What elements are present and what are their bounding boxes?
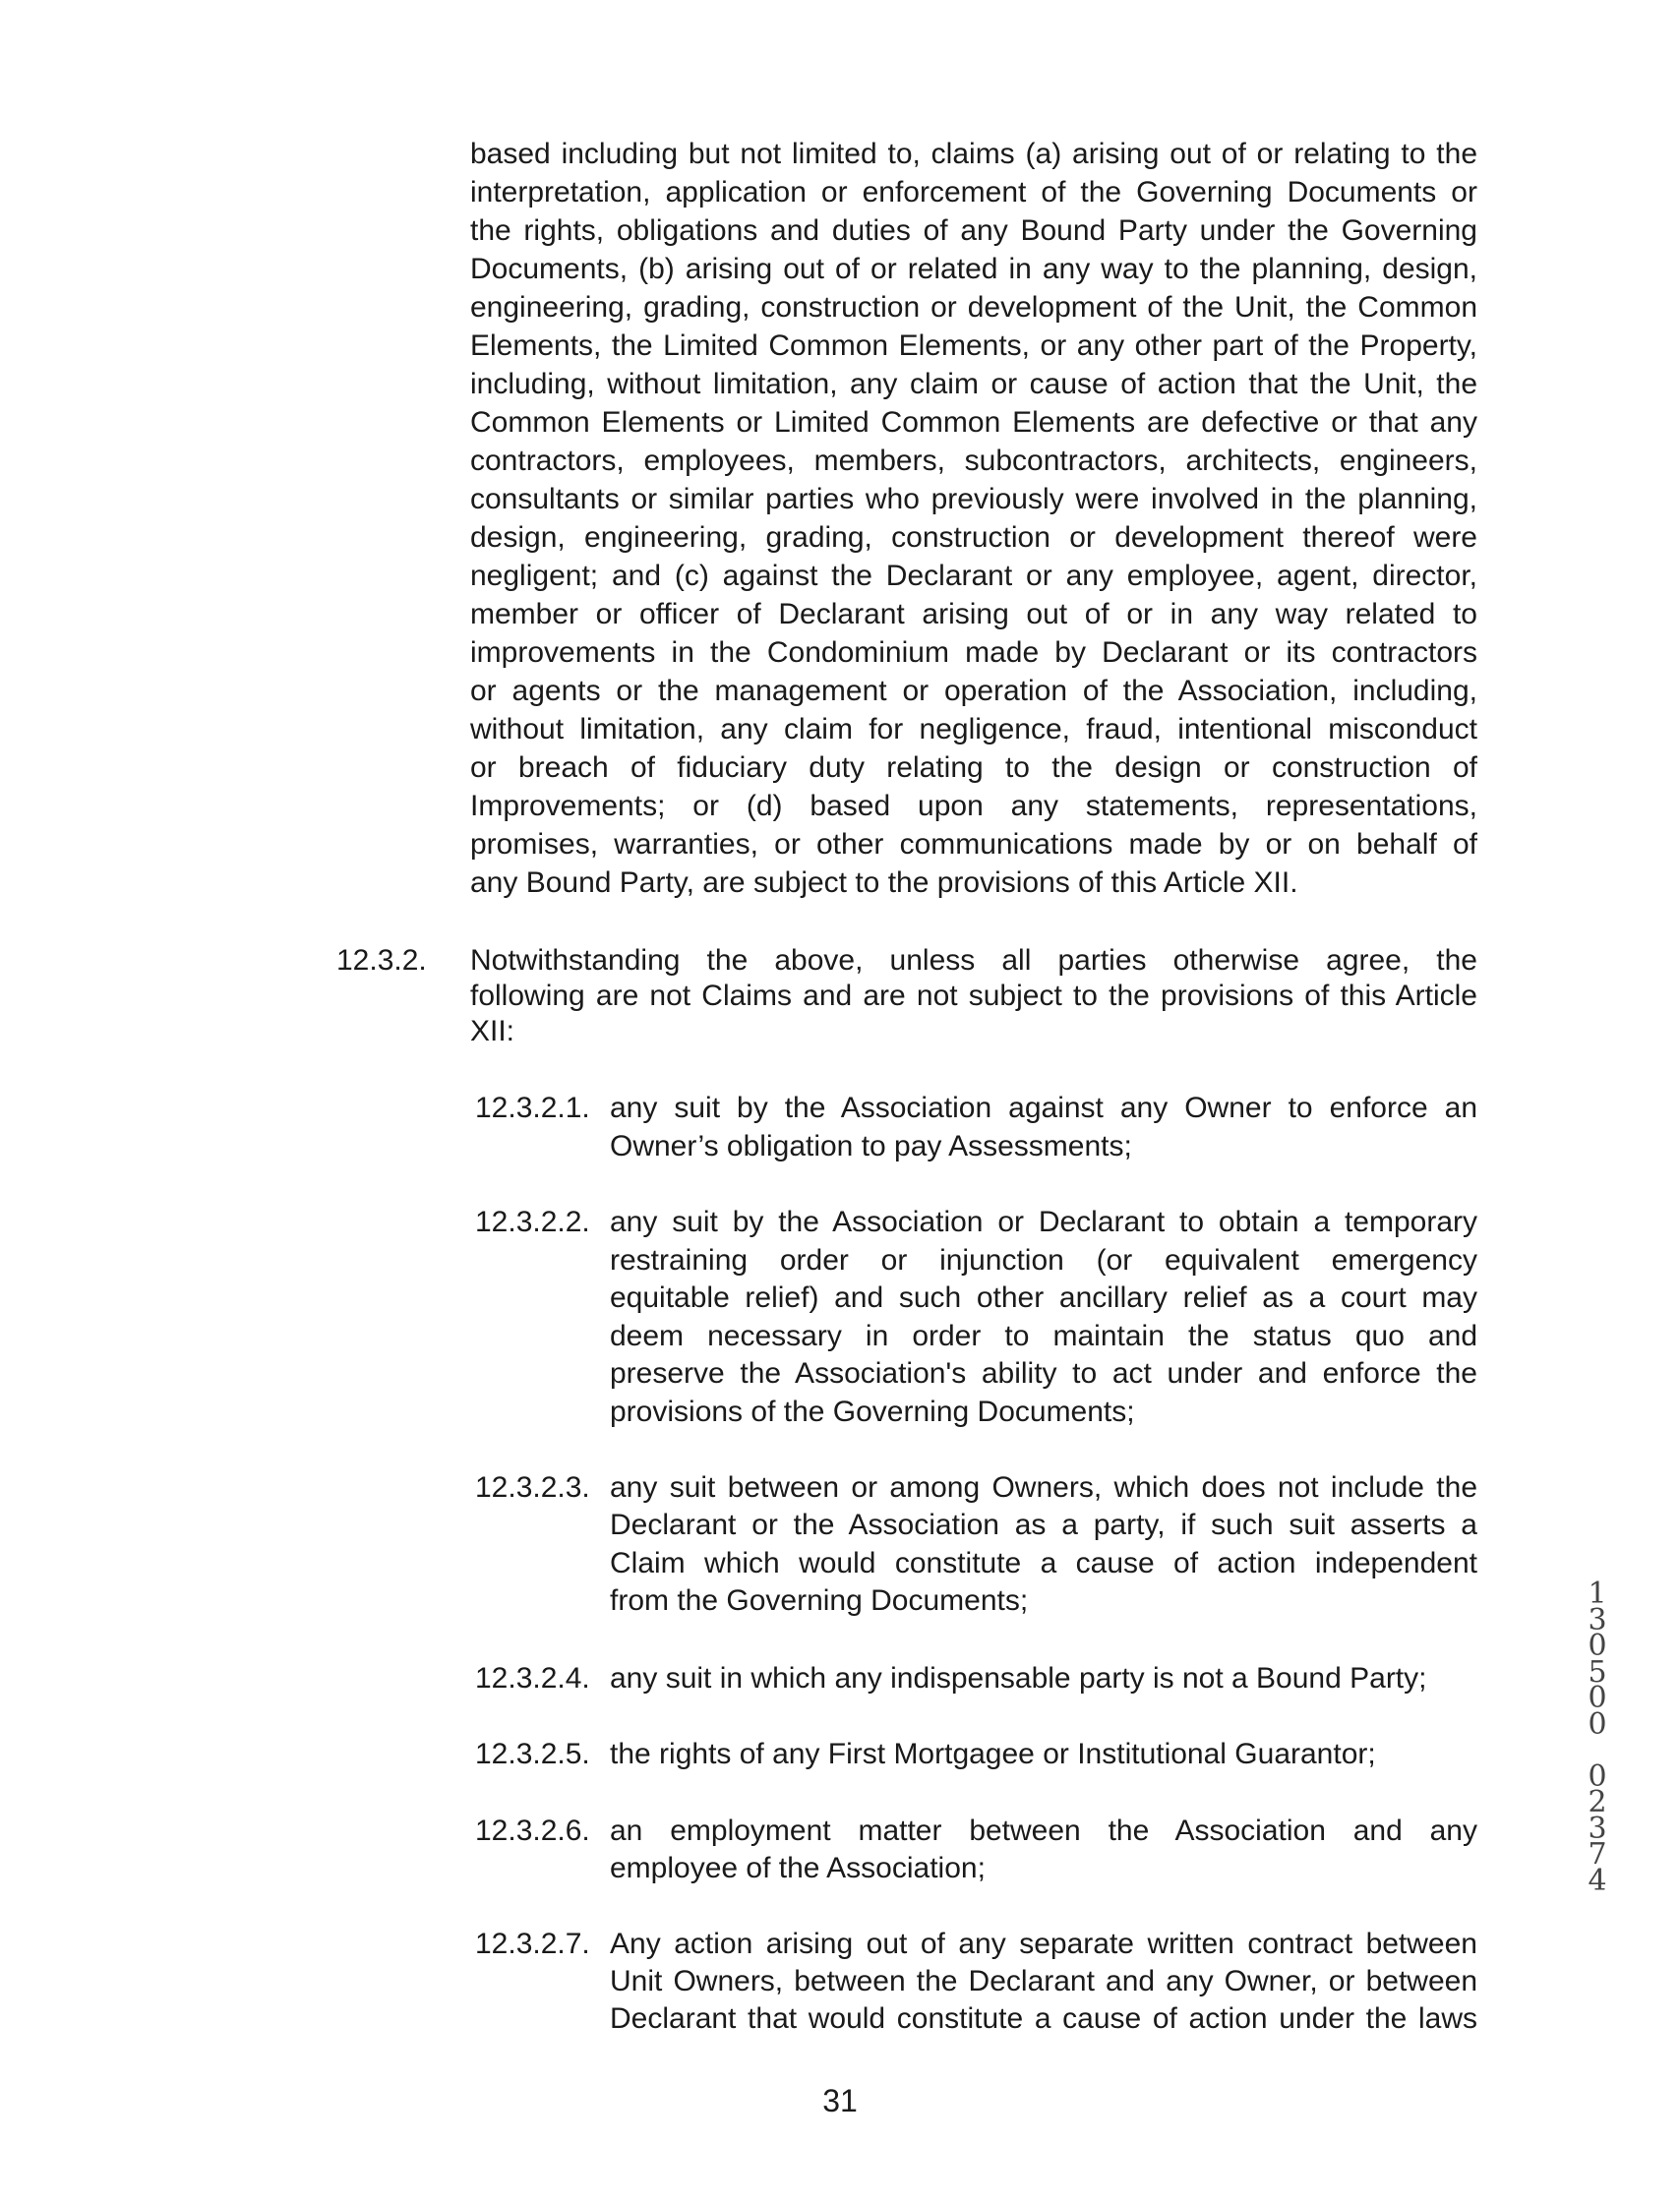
intro-line: any Bound Party, are subject to the provisions of this Article XII. <box>470 866 1298 899</box>
recording-stamp-lower <box>1578 1758 1617 1898</box>
recording-stamp-digit: 7 <box>1588 1837 1607 1872</box>
item-line: Owner’s obligation to pay Assessments; <box>610 1130 1132 1162</box>
intro-line: interpretation, application or enforcement of the Governing Documents or <box>470 176 1477 208</box>
intro-line: negligent; and (c) against the Declarant or any employee, agent, director, <box>470 560 1477 592</box>
item-line: Unit Owners, between the Declarant and any Owner, or between <box>610 1965 1477 1997</box>
intro-line: improvements in the Condominium made by Declarant or its contractors <box>470 636 1477 669</box>
page-number: 31 <box>822 2083 858 2118</box>
section-number: 12.3.2. <box>336 944 427 977</box>
item-line: restraining order or injunction (or equivalent emergency <box>610 1244 1477 1277</box>
section-line: XII: <box>470 1015 515 1047</box>
item-line: any suit by the Association against any Owner to enforce an <box>610 1092 1477 1124</box>
section-line: following are not Claims and are not subject to the provisions of this Article <box>470 980 1477 1012</box>
item-line: an employment matter between the Association and any <box>610 1815 1477 1847</box>
recording-stamp-digit: 1 <box>1588 1577 1607 1611</box>
intro-line: member or officer of Declarant arising out of or in any way related to <box>470 598 1477 630</box>
recording-stamp <box>1578 1577 1617 1898</box>
intro-line: consultants or similar parties who previously were involved in the planning, <box>470 483 1477 515</box>
intro-line: without limitation, any claim for negligence, fraud, intentional misconduct <box>470 713 1477 745</box>
item-line: Declarant that would constitute a cause of action under the laws <box>610 2002 1477 2035</box>
section-line: Notwithstanding the above, unless all parties otherwise agree, the <box>470 944 1477 977</box>
recording-stamp-digit: 5 <box>1588 1654 1607 1690</box>
intro-line: contractors, employees, members, subcontractors, architects, engineers, <box>470 445 1477 477</box>
item-line: provisions of the Governing Documents; <box>610 1396 1135 1428</box>
item-line: employee of the Association; <box>610 1852 986 1884</box>
item-number: 12.3.2.7. <box>475 1928 590 1960</box>
item-number: 12.3.2.5. <box>475 1738 590 1770</box>
item-line: preserve the Association's ability to act under and enforce the <box>610 1357 1477 1390</box>
recording-stamp-digit: 2 <box>1588 1785 1607 1819</box>
recording-stamp-digit: 0 <box>1588 1758 1607 1794</box>
item-line: Claim which would constitute a cause of action independent <box>610 1547 1477 1579</box>
intro-line: Documents, (b) arising out of or related in any way to the planning, design, <box>470 253 1477 285</box>
recording-stamp-upper <box>1578 1577 1617 1742</box>
item-line: from the Governing Documents; <box>610 1584 1029 1617</box>
recording-stamp-digit: 0 <box>1588 1629 1607 1663</box>
item-number: 12.3.2.2. <box>475 1206 590 1238</box>
intro-line: Common Elements or Limited Common Elements are defective or that any <box>470 406 1477 439</box>
item-line: Any action arising out of any separate written contract between <box>610 1928 1477 1960</box>
recording-stamp-digit: 3 <box>1588 1811 1607 1846</box>
item-line: the rights of any First Mortgagee or Institutional Guarantor; <box>610 1738 1376 1770</box>
intro-line: including, without limitation, any claim or cause of action that the Unit, the <box>470 368 1477 400</box>
intro-line: the rights, obligations and duties of any Bound Party under the Governing <box>470 214 1477 247</box>
intro-line: or agents or the management or operation of the Association, including, <box>470 675 1477 707</box>
item-line: Declarant or the Association as a party, if such suit asserts a <box>610 1509 1477 1541</box>
intro-line: Elements, the Limited Common Elements, or any other part of the Property, <box>470 329 1477 362</box>
item-number: 12.3.2.6. <box>475 1815 590 1847</box>
item-line: deem necessary in order to maintain the status quo and <box>610 1320 1477 1352</box>
item-number: 12.3.2.3. <box>475 1471 590 1504</box>
item-line: equitable relief) and such other ancillary relief as a court may <box>610 1281 1477 1314</box>
recording-stamp-digit: 3 <box>1588 1602 1607 1637</box>
intro-line: engineering, grading, construction or development of the Unit, the Common <box>470 291 1477 324</box>
item-line: any suit in which any indispensable party is not a Bound Party; <box>610 1662 1427 1695</box>
intro-line: design, engineering, grading, construction or development thereof were <box>470 521 1477 554</box>
intro-line: or breach of fiduciary duty relating to the design or construction of <box>470 751 1477 784</box>
recording-stamp-digit: 0 <box>1588 1681 1607 1715</box>
item-number: 12.3.2.4. <box>475 1662 590 1695</box>
item-line: any suit by the Association or Declarant to obtain a temporary <box>610 1206 1477 1238</box>
recording-stamp-digit: 4 <box>1588 1863 1607 1898</box>
intro-line: Improvements; or (d) based upon any statements, representations, <box>470 790 1477 822</box>
item-line: any suit between or among Owners, which does not include the <box>610 1471 1477 1504</box>
intro-line: promises, warranties, or other communications made by or on behalf of <box>470 828 1477 861</box>
item-number: 12.3.2.1. <box>475 1092 590 1124</box>
intro-line: based including but not limited to, claims (a) arising out of or relating to the <box>470 138 1477 170</box>
recording-stamp-digit: 0 <box>1588 1706 1607 1742</box>
